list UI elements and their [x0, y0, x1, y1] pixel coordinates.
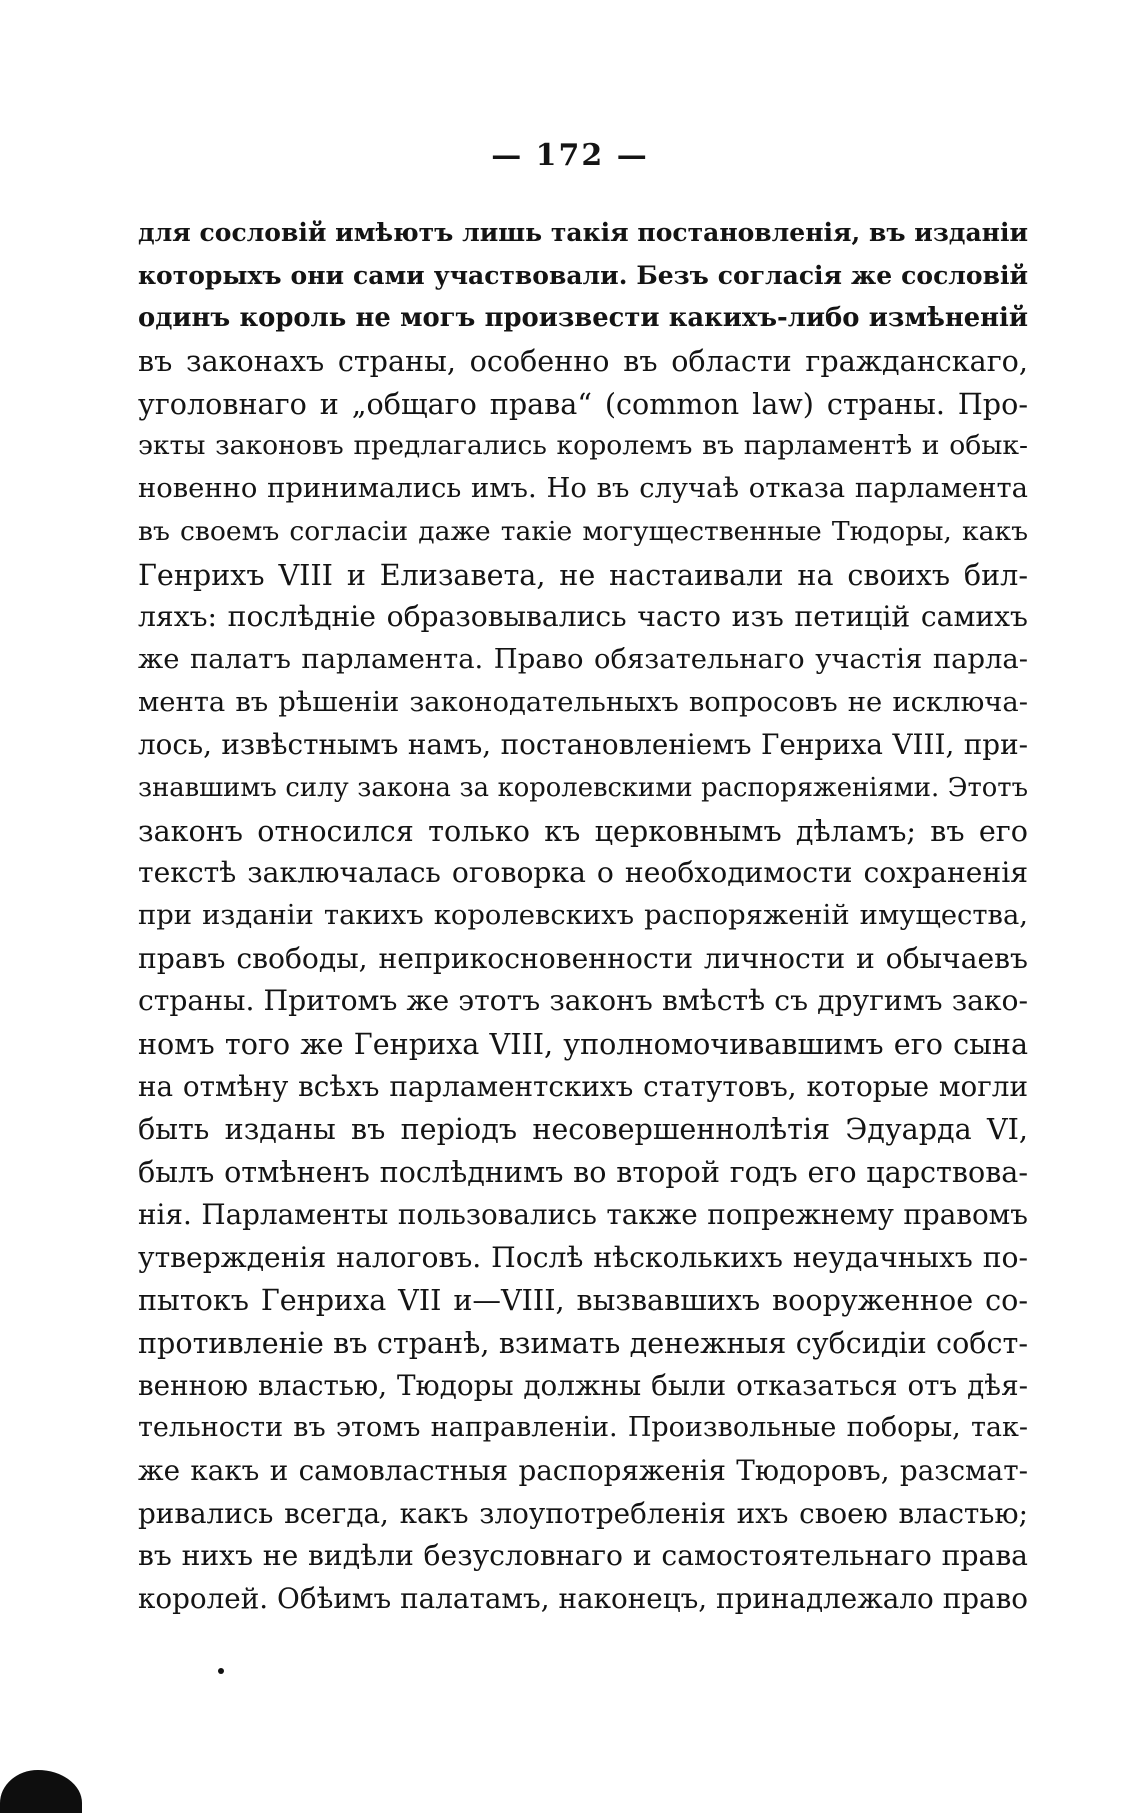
text-line: новенно принимались имъ. Но въ случаѣ отказа парламента: [138, 473, 1028, 505]
text-line: ривались всегда, какъ злоупотребленія ихъ своею властью;: [138, 1496, 1028, 1530]
ink-speck: [218, 1668, 224, 1674]
body-text: [138, 212, 1028, 1621]
text-line: же палатъ парламента. Право обязательнаго участія парла-: [138, 643, 1028, 675]
text-line: уголовнаго и „общаго права“ (common law) страны. Про-: [138, 386, 1028, 421]
text-line: для сословій имѣютъ лишь такія постановленія, въ изданіи: [138, 218, 1028, 247]
text-line: Генрихъ VIII и Елизавета, не настаивали на своихъ бил-: [138, 557, 1028, 592]
text-line: нія. Парламенты пользовались также попрежнему правомъ: [138, 1197, 1028, 1231]
text-line: текстѣ заключалась оговорка о необходимости сохраненія: [138, 856, 1028, 890]
text-line: которыхъ они сами участвовали. Безъ согласія же сословій: [138, 260, 1028, 290]
text-line: лось, извѣстнымъ намъ, постановленіемъ Генриха VIII, при-: [138, 728, 1028, 762]
text-line: правъ свободы, неприкосновенности личности и обычаевъ: [138, 941, 1028, 975]
text-line: въ своемъ согласіи даже такіе могущественные Тюдоры, какъ: [138, 515, 1028, 547]
text-line: тельности въ этомъ направленіи. Произвольные поборы, так-: [138, 1412, 1028, 1444]
page-number: — 172 —: [491, 138, 649, 173]
text-line: былъ отмѣненъ послѣднимъ во второй годъ его царствова-: [138, 1155, 1028, 1190]
text-line: при изданіи такихъ королевскихъ распоряженій имущества,: [138, 900, 1028, 931]
text-line: въ нихъ не видѣли безусловнаго и самостоятельнаго права: [138, 1539, 1028, 1573]
text-line: пытокъ Генриха VII и—VIII, вызвавшихъ вооруженное со-: [138, 1283, 1028, 1318]
text-line: страны. Притомъ же этотъ законъ вмѣстѣ съ другимъ зако-: [138, 984, 1028, 1018]
text-line: экты законовъ предлагались королемъ въ парламентѣ и обык-: [138, 430, 1028, 462]
text-line: же какъ и самовластныя распоряженія Тюдоровъ, разсмат-: [138, 1453, 1028, 1487]
text-line: противленіе въ странѣ, взимать денежныя субсидіи собст-: [138, 1325, 1028, 1360]
text-line: на отмѣну всѣхъ парламентскихъ статутовъ, которые могли: [138, 1069, 1028, 1103]
text-line: законъ относился только къ церковнымъ дѣламъ; въ его: [138, 813, 1028, 848]
text-line: номъ того же Генриха VIII, уполномочивавшимъ его сына: [138, 1027, 1028, 1062]
text-line: быть изданы въ періодъ несовершеннолѣтія Эдуарда VI,: [138, 1112, 1028, 1147]
text-line: королей. Обѣимъ палатамъ, наконецъ, принадлежало право: [138, 1582, 1028, 1615]
text-line: венною властью, Тюдоры должны были отказаться отъ дѣя-: [138, 1368, 1028, 1402]
text-line: мента въ рѣшеніи законодательныхъ вопросовъ не исключа-: [138, 686, 1028, 718]
text-line: утвержденія налоговъ. Послѣ нѣсколькихъ неудачныхъ по-: [138, 1240, 1028, 1274]
ink-blot: [0, 1770, 82, 1813]
text-line: ляхъ: послѣдніе образовывались часто изъ петицій самихъ: [138, 600, 1028, 634]
text-line: въ законахъ страны, особенно въ области гражданскаго,: [138, 344, 1028, 379]
text-line: одинъ король не могъ произвести какихъ-либо измѣненій: [138, 303, 1028, 334]
text-line: знавшимъ силу закона за королевскими распоряженіями. Этотъ: [138, 772, 1028, 803]
